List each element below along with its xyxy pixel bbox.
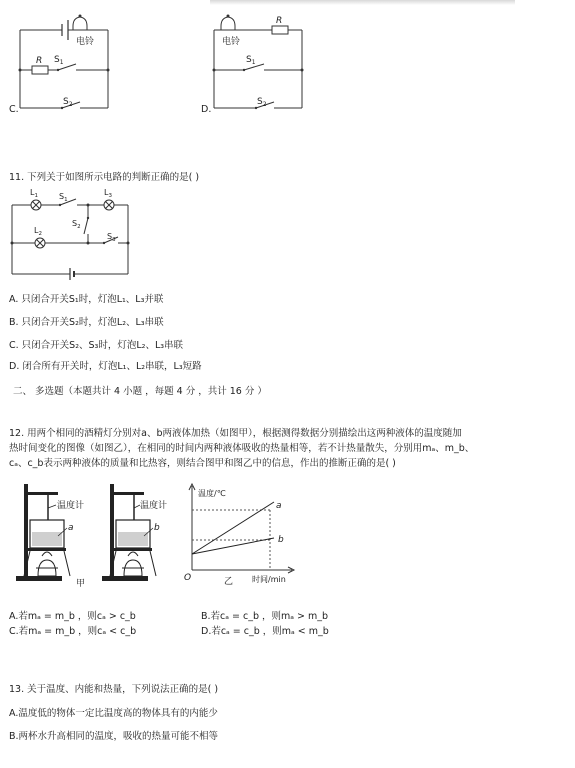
bell-icon: [71, 15, 89, 31]
switch-s2-label-d: $S_2$: [257, 97, 267, 108]
q11-circuit-diagram: [0, 184, 140, 284]
switch-s2-label: $S_2$: [72, 219, 81, 230]
resistor-c: [32, 66, 48, 74]
y-axis-label: 温度/℃: [198, 489, 226, 498]
thermometer-label-1: 温度计: [57, 501, 85, 511]
switch-s2-label-c: $S_2$: [63, 97, 73, 108]
option-c-label: C.: [9, 104, 19, 115]
figure-yi-graph: [180, 478, 300, 588]
lamp-l3-label: $L_3$: [104, 188, 112, 199]
resistor-d: [272, 26, 288, 34]
switch-s1-label: $S_1$: [59, 192, 68, 203]
q12-stem-line1: 12. 用两个相同的酒精灯分别对a、b两液体加热（如图甲），根据测得数据分别描绘出这两种液体的温度随加: [9, 428, 462, 439]
q11-option-b: B. 只闭合开关S₂时，灯泡L₂、L₃串联: [9, 317, 164, 328]
q12-option-b: B.若cₐ = c_b ，则mₐ > m_b: [201, 611, 329, 622]
q12-option-c: C.若mₐ = m_b ，则cₐ < c_b: [9, 626, 137, 637]
q12-option-d: D.若cₐ = c_b ，则mₐ < m_b: [201, 626, 329, 637]
figure-yi-caption: 乙: [224, 577, 234, 587]
q12-stem-line2: 热时间变化的图像（如图乙），在相同的时间内两种液体吸收的热量相等，若不计热量散失，分别用mₐ、m_b、: [9, 443, 475, 454]
liquid-b-label: b: [154, 523, 160, 533]
lamp-l1-label: $L_1$: [30, 188, 38, 199]
alcohol-lamp-icon: [36, 552, 58, 576]
thermometer-label-2: 温度计: [140, 501, 168, 511]
x-axis-label: 时间/min: [252, 575, 286, 584]
circuit-d-diagram: [200, 0, 310, 120]
q12-option-a: A.若mₐ = m_b ，则cₐ > c_b: [9, 611, 136, 622]
resistor-label-d: R: [276, 16, 283, 26]
switch-s1-label-c: $S_1$: [54, 55, 64, 66]
liquid-a-label: a: [68, 523, 74, 533]
figure-jia-apparatus: [12, 480, 182, 590]
switch-s3-label: $S_3$: [107, 232, 116, 243]
q11-stem: 11. 下列关于如图所示电路的判断正确的是( ): [9, 172, 200, 183]
q11-option-d: D. 闭合所有开关时，灯泡L₁、L₂串联，L₃短路: [9, 361, 202, 372]
section-heading: 二、 多选题（本题共计 4 小题 ，每题 4 分 ，共计 16 分 ）: [13, 386, 267, 397]
q11-option-a: A. 只闭合开关S₁时，灯泡L₁、L₃并联: [9, 294, 164, 305]
q13-option-a: A.温度低的物体一定比温度高的物体具有的内能少: [9, 708, 218, 719]
q11-option-c: C. 只闭合开关S₂、S₃时，灯泡L₂、L₃串联: [9, 340, 184, 351]
switch-s1-label-d: $S_1$: [246, 55, 256, 66]
origin-label: O: [184, 573, 192, 583]
bell-label-d: 电铃: [222, 37, 241, 47]
option-d-label: D.: [201, 104, 212, 115]
resistor-label-c: R: [36, 56, 43, 66]
q13-stem: 13. 关于温度、内能和热量，下列说法正确的是( ): [9, 684, 219, 695]
figure-jia-caption: 甲: [76, 579, 86, 589]
lamp-l2-label: $L_2$: [34, 226, 42, 237]
alcohol-lamp-icon: [122, 552, 144, 576]
bell-icon: [219, 15, 237, 31]
q13-option-b: B.两杯水升高相同的温度，吸收的热量可能不相等: [9, 731, 219, 742]
line-b-label: b: [278, 535, 284, 545]
q12-stem-line3: cₐ、c_b表示两种液体的质量和比热容，则结合图甲和图乙中的信息，作出的推断正确的是( ): [9, 458, 396, 469]
line-a-label: a: [276, 501, 282, 511]
bell-label-c: 电铃: [76, 37, 95, 47]
